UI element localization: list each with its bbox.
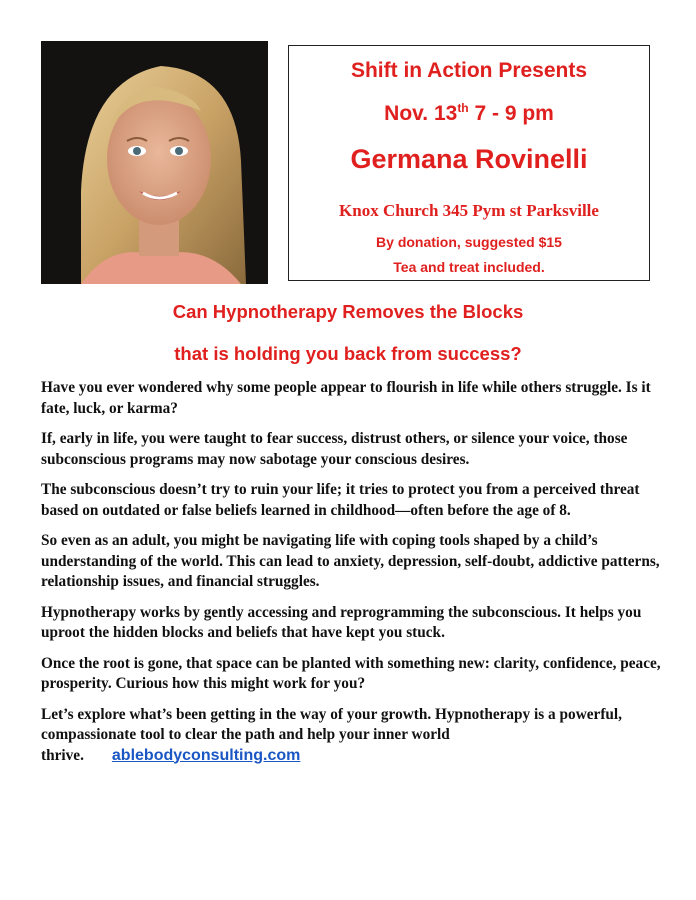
- event-date-suffix: th: [457, 101, 469, 115]
- paragraph-6: Once the root is gone, that space can be planted with something new: clarity, confidence, peace, prosperity. Curious how this might work for you?: [41, 654, 661, 692]
- website-link[interactable]: ablebodyconsulting.com: [111, 746, 301, 764]
- body-text: [41, 378, 661, 776]
- paragraph-4: So even as an adult, you might be navigating life with coping tools shaped by a child’s understanding of the world. This can lead to anxiety, depression, self-doubt, addictive patterns, relationship issues, and financial struggles.: [41, 532, 660, 590]
- paragraph-1: Have you ever wondered why some people appear to flourish in life while others struggle. Is it fate, luck, or karma?: [41, 379, 651, 417]
- event-price: By donation, suggested $15: [376, 234, 562, 250]
- closing-last-line: [41, 746, 661, 767]
- closing-paragraph: Let’s explore what’s been getting in the way of your growth. Hypnotherapy is a powerful, compassionate tool to clear the path and help your inner world: [41, 705, 622, 743]
- portrait-illustration: [41, 41, 268, 284]
- paragraph-5: Hypnotherapy works by gently accessing and reprogramming the subconscious. It helps you uproot the hidden blocks and beliefs that have kept you stuck.: [41, 603, 642, 641]
- speaker-name: Germana Rovinelli: [350, 144, 588, 174]
- headline-line-1: Can Hypnotherapy Removes the Blocks: [172, 301, 524, 322]
- event-details-box: [288, 45, 650, 281]
- event-extras: Tea and treat included.: [393, 259, 545, 275]
- event-venue: Knox Church 345 Pym st Parksville: [339, 201, 599, 220]
- headline-line-2: that is holding you back from success?: [174, 343, 522, 364]
- paragraph-3: The subconscious doesn’t try to ruin your life; it tries to protect you from a perceived threat based on outdated or false beliefs learned in childhood—often before the age of 8.: [41, 481, 640, 519]
- event-date-time: [289, 102, 649, 126]
- closing-thrive: thrive.: [41, 746, 84, 764]
- speaker-photo: [41, 41, 268, 284]
- event-presenter: Shift in Action Presents: [350, 59, 588, 82]
- event-date: Nov. 13: [384, 102, 458, 125]
- event-time: 7 - 9 pm: [468, 102, 554, 125]
- paragraph-2: If, early in life, you were taught to fear success, distrust others, or silence your voice, those subconscious programs may now sabotage your conscious desires.: [41, 430, 628, 468]
